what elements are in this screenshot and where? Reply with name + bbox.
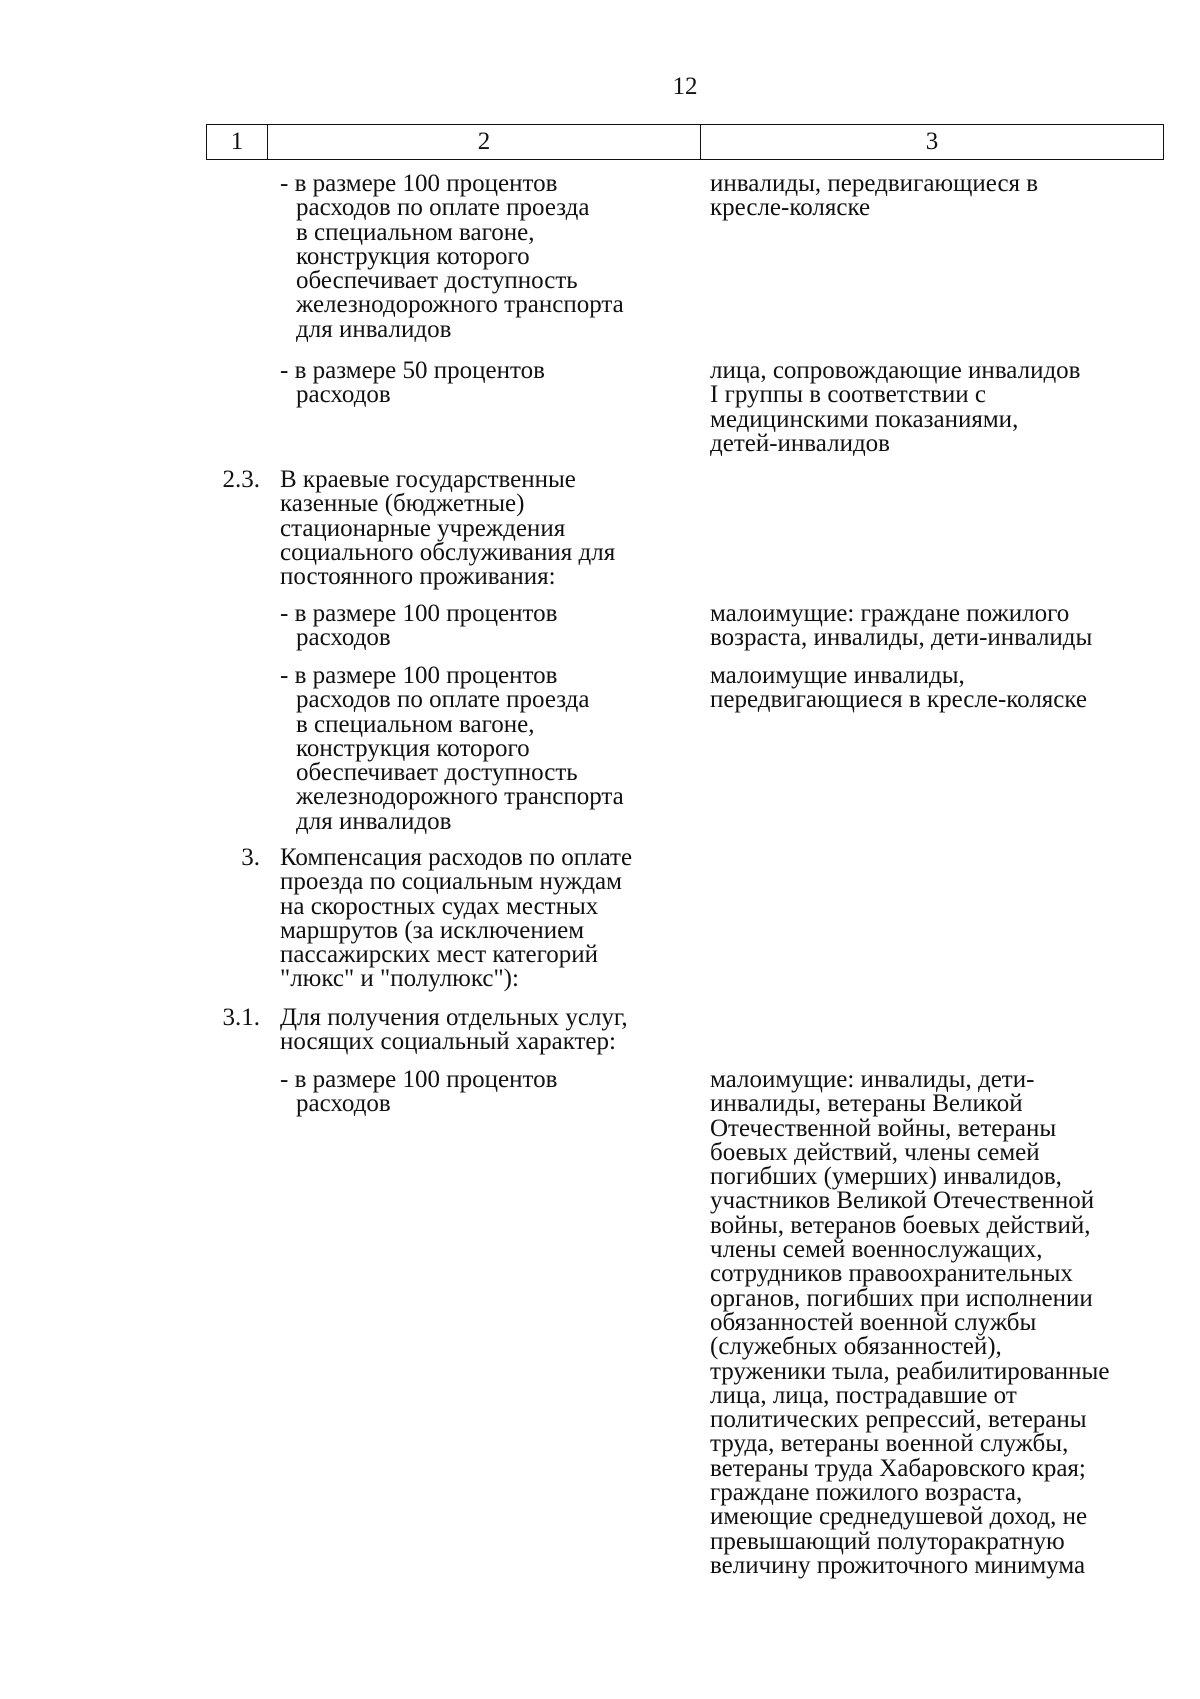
column-header-row: [207, 125, 1164, 160]
row-recipients: инвалиды, передвигающиеся в кресле-коляске: [710, 170, 1039, 222]
row-recipients: лица, сопровождающие инвалидов I группы в соответствии с медицинскими показаниями, детей-инвалидов: [710, 357, 1081, 457]
row-recipients: малоимущие: граждане пожилого возраста, инвалиды, дети-инвалиды: [710, 600, 1093, 652]
row-recipients: малоимущие инвалиды, передвигающиеся в кресле-коляске: [710, 662, 1088, 714]
row-description: - в размере 100 процентов расходов по оплате проезда в специальном вагоне, конструкция которого обеспечивает доступность железнодорожного транспорта для инвалидов: [280, 662, 624, 835]
column-header-table: [206, 124, 1164, 160]
row-number: 2.3.: [222, 466, 260, 493]
header-col-3: 3: [701, 125, 1164, 160]
row-description: - в размере 100 процентов расходов: [280, 600, 558, 652]
row-description: Для получения отдельных услуг, носящих социальный характер:: [280, 1004, 628, 1056]
row-description: В краевые государственные казенные (бюджетные) стационарные учреждения социального обслуживания для постоянного проживания:: [280, 466, 616, 591]
row-description: - в размере 50 процентов расходов: [280, 357, 545, 409]
row-number: 3.1.: [222, 1004, 260, 1031]
row-number: 3.: [241, 844, 260, 871]
row-recipients: малоимущие: инвалиды, дети- инвалиды, ветераны Великой Отечественной войны, ветераны боевых действий, члены семей погибших (умерших) инвалидов, участников Великой Отечественной войны, ветеранов боевых действий, члены семей военнослужащих, сотрудников правоохранительных органов, погибших при исполнении обязанностей военной службы (служебных обязанностей), труженики тыла, реабилитированные лица, лица, пострадавшие от политических репрессий, ветераны труда, ветераны военной службы, ветераны труда Хабаровского края; граждане пожилого возраста, имеющие среднедушевой доход, не превышающий полуторакратную величину прожиточного минимума: [710, 1066, 1110, 1579]
header-col-1: 1: [207, 125, 268, 160]
row-description: Компенсация расходов по оплате проезда по социальным нуждам на скоростных судах местных маршрутов (за исключением пассажирских мест категорий "люкс" и "полулюкс"):: [280, 844, 633, 993]
row-description: - в размере 100 процентов расходов по оплате проезда в специальном вагоне, конструкция которого обеспечивает доступность железнодорожного транспорта для инвалидов: [280, 170, 624, 343]
header-col-2: 2: [268, 125, 701, 160]
page-number: 12: [672, 73, 698, 100]
row-description: - в размере 100 процентов расходов: [280, 1066, 558, 1118]
